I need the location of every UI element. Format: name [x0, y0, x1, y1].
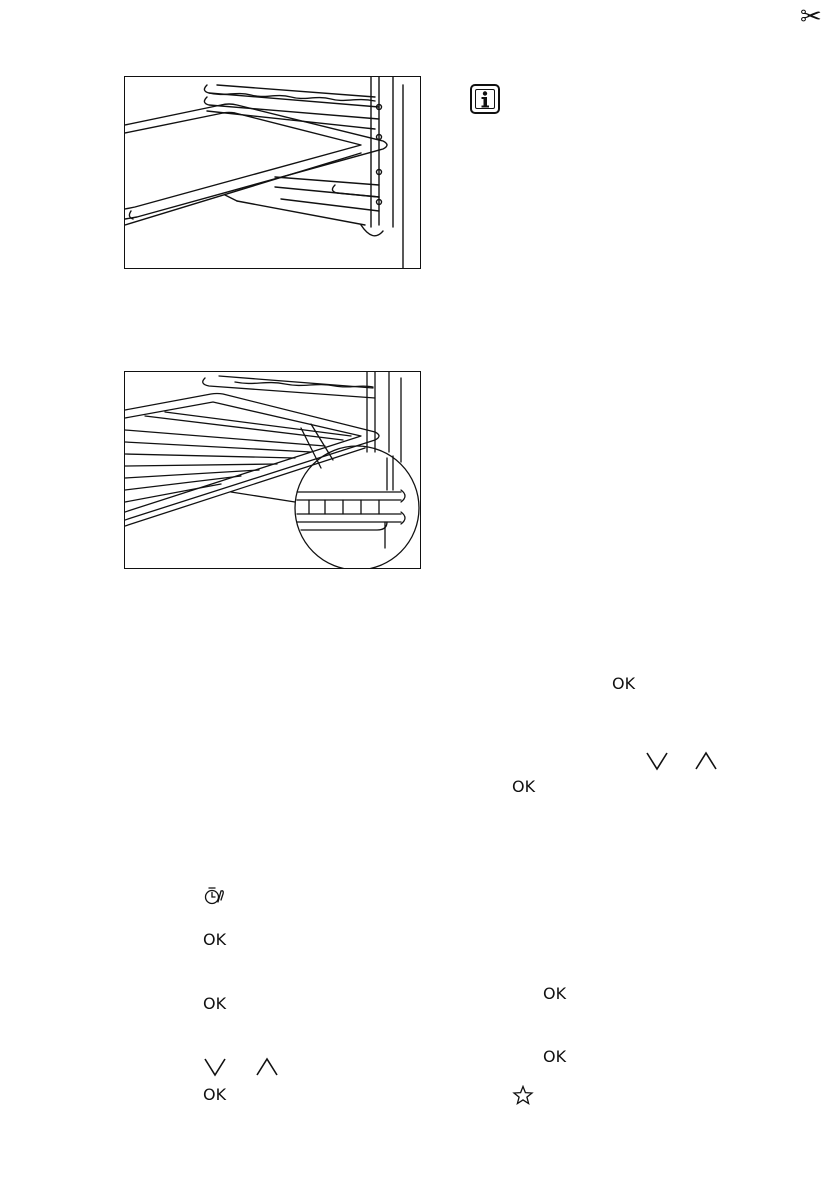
- ok-button-symbol: OK: [512, 777, 536, 796]
- chevron-down-icon: [203, 1057, 227, 1077]
- star-icon: [512, 1085, 534, 1105]
- chevron-up-icon: [255, 1057, 279, 1077]
- ok-button-symbol: OK: [543, 984, 567, 1003]
- ok-button-symbol: OK: [612, 674, 636, 693]
- figure-baking-tray: [124, 76, 421, 269]
- chevron-down-icon: [645, 751, 669, 771]
- baking-tray-illustration: [125, 77, 420, 268]
- ok-button-symbol: OK: [543, 1047, 567, 1066]
- figure-wire-shelf: [124, 371, 421, 569]
- ok-button-symbol: OK: [203, 930, 227, 949]
- ok-button-symbol: OK: [203, 994, 227, 1013]
- chevron-up-icon: [694, 751, 718, 771]
- ok-button-symbol: OK: [203, 1085, 227, 1104]
- info-icon: [470, 84, 500, 114]
- scissors-cut-mark: ✂: [800, 2, 822, 32]
- timer-function-icon: [204, 886, 226, 906]
- wire-shelf-illustration: [125, 372, 420, 568]
